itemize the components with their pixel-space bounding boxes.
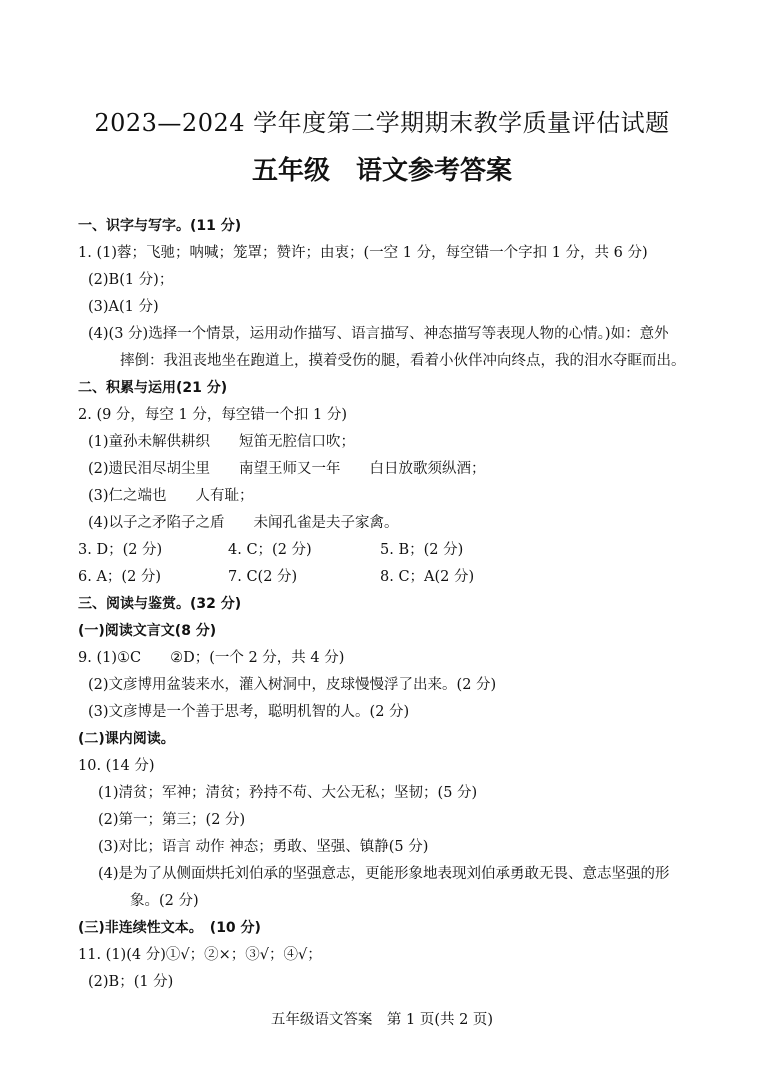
- section-3-part-1-heading: (一)阅读文言文(8 分): [78, 623, 217, 639]
- answer-2: 2. (9 分，每空 1 分，每空错一个扣 1 分): [78, 407, 347, 423]
- answer-10-2: (2)第一；第三；(2 分): [98, 812, 246, 828]
- answer-11-2: (2)B；(1 分): [88, 974, 174, 990]
- answer-6: 6. A；(2 分): [78, 569, 162, 585]
- section-1-heading: 一、识字与写字。(11 分): [78, 218, 242, 234]
- answer-10-1: (1)清贫；军神；清贫；矜持不苟、大公无私；坚韧；(5 分): [98, 785, 478, 801]
- answer-1-1: 1. (1)蓉；飞驰；呐喊；笼罩；赞许；由衷；(一空 1 分，每空错一个字扣 1 分，共 6 分): [78, 245, 648, 261]
- answer-11-1: 11. (1)(4 分)①√；②×；③√；④√；: [78, 947, 322, 963]
- answer-10-4-line2: 象。(2 分): [130, 893, 199, 909]
- answer-8: 8. C；A(2 分): [380, 569, 475, 585]
- answer-4: 4. C；(2 分): [228, 542, 312, 558]
- section-3-part-2-heading: (二)课内阅读。: [78, 731, 175, 747]
- answer-1-4-line2: 摔倒：我沮丧地坐在跑道上，摸着受伤的腿，看着小伙伴冲向终点，我的泪水夺眶而出。: [120, 353, 686, 369]
- answer-2-3: (3)仁之端也 人有耻；: [88, 488, 254, 504]
- answer-3: 3. D；(2 分): [78, 542, 163, 558]
- page-footer: 五年级语文答案 第 1 页(共 2 页): [270, 1012, 494, 1028]
- answer-2-1: (1)童孙未解供耕织 短笛无腔信口吹；: [88, 434, 356, 450]
- answer-9-1: 9. (1)①C ②D；(一个 2 分，共 4 分): [78, 650, 345, 666]
- answer-2-4: (4)以子之矛陷子之盾 未闻孔雀是夫子家禽。: [88, 515, 399, 531]
- answer-1-3: (3)A(1 分): [88, 299, 159, 315]
- document-title: 2023—2024 学年度第二学期期末教学质量评估试题: [94, 109, 670, 137]
- document-subtitle: 五年级 语文参考答案: [251, 156, 512, 186]
- answer-10-4-line1: (4)是为了从侧面烘托刘伯承的坚强意志，更能形象地表现刘伯承勇敢无畏、意志坚强的形: [98, 866, 670, 882]
- answer-9-3: (3)文彦博是一个善于思考，聪明机智的人。(2 分): [88, 704, 410, 720]
- answer-1-2: (2)B(1 分)；: [88, 272, 174, 288]
- answer-7: 7. C(2 分): [228, 569, 298, 585]
- section-2-heading: 二、积累与运用(21 分): [78, 380, 228, 396]
- answer-9-2: (2)文彦博用盆装来水，灌入树洞中，皮球慢慢浮了出来。(2 分): [88, 677, 497, 693]
- answer-10-3: (3)对比；语言 动作 神态；勇敢、坚强、镇静(5 分): [98, 839, 429, 855]
- answer-5: 5. B；(2 分): [380, 542, 464, 558]
- section-3-part-3-heading: (三)非连续性文本。 (10 分): [78, 920, 261, 936]
- section-3-heading: 三、阅读与鉴赏。(32 分): [78, 596, 242, 612]
- answer-1-4-line1: (4)(3 分)选择一个情景，运用动作描写、语言描写、神态描写等表现人物的心情。)如：意外: [88, 326, 669, 342]
- answer-2-2: (2)遗民泪尽胡尘里 南望王师又一年 白日放歌须纵酒；: [88, 461, 486, 477]
- answer-10: 10. (14 分): [78, 758, 155, 774]
